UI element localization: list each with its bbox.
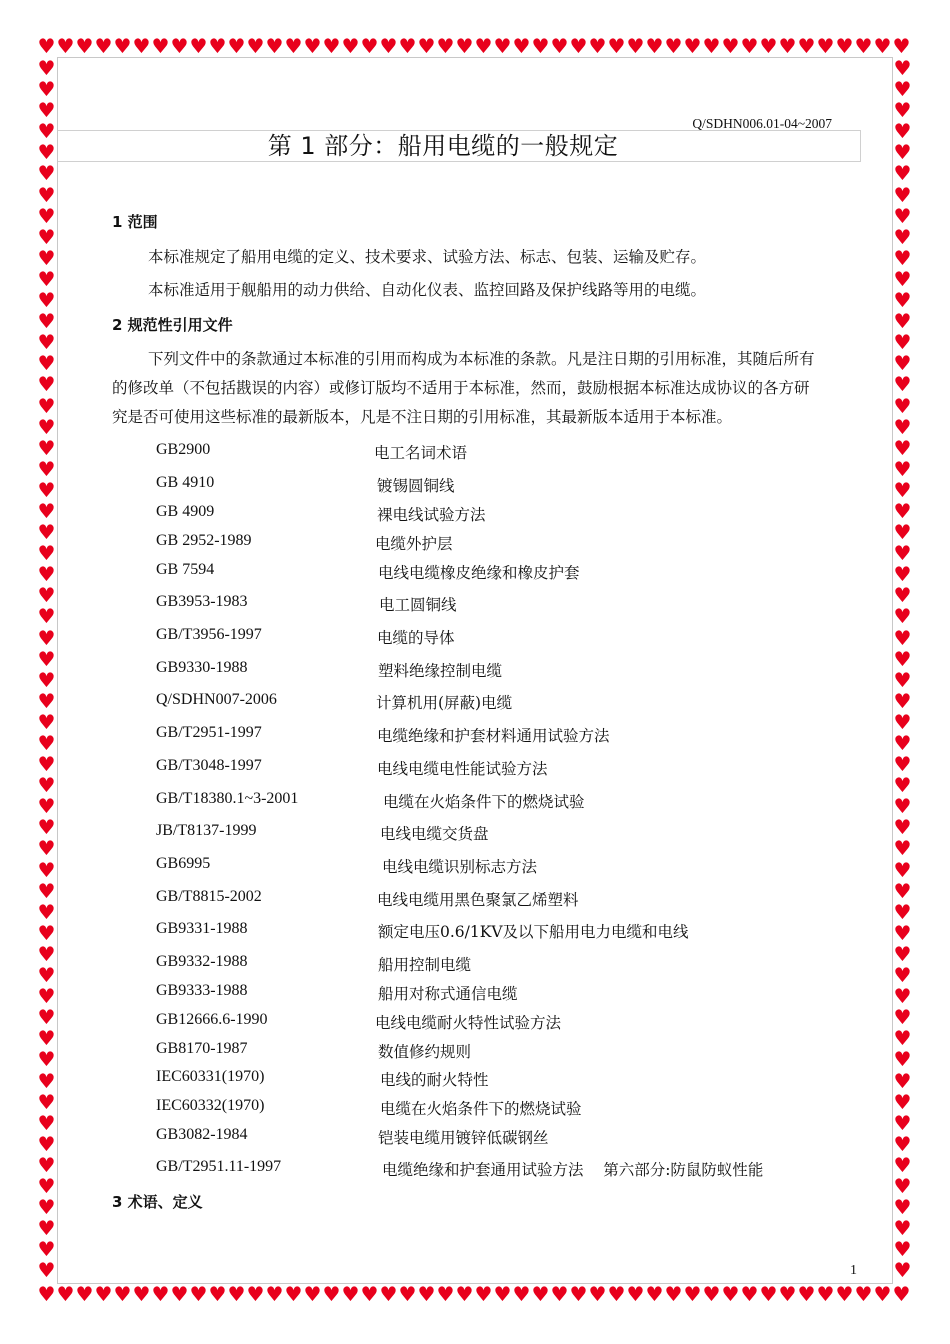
reference-code: IEC60331(1970) xyxy=(156,1068,265,1085)
references-intro-line-3: 究是否可使用这些标准的最新版本，凡是不注日期的引用标准，其最新版本适用于本标准。 xyxy=(112,408,733,426)
heart-icon: ♥ xyxy=(189,1284,208,1306)
heart-icon: ♥ xyxy=(37,435,56,460)
heart-icon: ♥ xyxy=(37,583,56,608)
heart-icon: ♥ xyxy=(37,393,56,418)
heart-icon: ♥ xyxy=(208,1284,227,1306)
heart-icon: ♥ xyxy=(37,731,56,755)
reference-code: GB/T2951.11-1997 xyxy=(156,1158,282,1175)
heart-icon: ♥ xyxy=(37,815,56,840)
heart-icon: ♥ xyxy=(56,36,75,58)
heart-icon: ♥ xyxy=(893,941,912,966)
heart-icon: ♥ xyxy=(893,1173,912,1198)
heart-icon: ♥ xyxy=(37,1089,56,1114)
heart-icon: ♥ xyxy=(37,245,56,270)
heart-icon: ♥ xyxy=(37,941,56,966)
reference-code: GB 4910 xyxy=(156,474,215,491)
heart-icon: ♥ xyxy=(645,1284,664,1306)
heart-icon: ♥ xyxy=(37,794,56,819)
heart-icon: ♥ xyxy=(893,393,912,418)
heart-icon: ♥ xyxy=(893,773,912,798)
heart-icon: ♥ xyxy=(893,541,912,566)
reference-title: 铠装电缆用镀锌低碳钢丝 xyxy=(378,1129,549,1147)
section-heading-scope: 1 范围 xyxy=(112,213,158,231)
heart-icon: ♥ xyxy=(778,1284,797,1306)
heart-icon: ♥ xyxy=(893,1258,912,1283)
heart-icon: ♥ xyxy=(360,36,379,58)
heart-icon: ♥ xyxy=(893,58,912,80)
heart-icon: ♥ xyxy=(379,36,398,58)
heart-icon: ♥ xyxy=(37,288,56,313)
heart-icon: ♥ xyxy=(797,1284,816,1306)
reference-code: IEC60332(1970) xyxy=(156,1097,265,1114)
heart-icon: ♥ xyxy=(37,878,56,903)
reference-title: 电线电缆电性能试验方法 xyxy=(377,760,548,778)
heart-icon: ♥ xyxy=(893,245,912,270)
reference-title: 船用控制电缆 xyxy=(378,956,472,974)
heart-icon: ♥ xyxy=(893,688,912,713)
heart-icon: ♥ xyxy=(893,266,912,291)
heart-icon: ♥ xyxy=(893,203,912,228)
heart-icon: ♥ xyxy=(893,899,912,924)
heart-icon: ♥ xyxy=(455,1284,474,1306)
heart-icon: ♥ xyxy=(893,161,912,186)
reference-code: GB 4909 xyxy=(156,503,215,520)
reference-code: GB3082-1984 xyxy=(156,1126,248,1143)
heart-icon: ♥ xyxy=(607,36,626,58)
heart-icon: ♥ xyxy=(37,1110,56,1135)
reference-code: GB/T3048-1997 xyxy=(156,757,262,774)
section-heading-terms: 3 术语、定义 xyxy=(112,1193,203,1211)
heart-icon: ♥ xyxy=(37,646,56,671)
heart-icon: ♥ xyxy=(37,351,56,376)
heart-icon: ♥ xyxy=(893,1005,912,1030)
section-heading-references: 2 规范性引用文件 xyxy=(112,316,233,334)
heart-icon: ♥ xyxy=(37,984,56,1009)
heart-icon: ♥ xyxy=(37,77,56,102)
reference-code: JB/T8137-1999 xyxy=(156,822,257,839)
heart-icon: ♥ xyxy=(37,1152,56,1177)
heart-icon: ♥ xyxy=(893,709,912,734)
heart-icon: ♥ xyxy=(132,36,151,58)
reference-title: 镀锡圆铜线 xyxy=(377,477,455,495)
heart-icon: ♥ xyxy=(37,857,56,882)
heart-icon: ♥ xyxy=(493,36,512,58)
reference-title: 电线电缆橡皮绝缘和橡皮护套 xyxy=(378,564,580,582)
heart-icon: ♥ xyxy=(151,1284,170,1306)
reference-title: 电线电缆用黑色聚氯乙烯塑料 xyxy=(377,891,579,909)
heart-icon: ♥ xyxy=(664,36,683,58)
reference-code: GB9331-1988 xyxy=(156,920,248,937)
references-intro-line-1: 下列文件中的条款通过本标准的引用而构成为本标准的条款。凡是注日期的引用标准，其随后所有 xyxy=(148,350,815,368)
heart-icon: ♥ xyxy=(37,36,56,58)
heart-icon: ♥ xyxy=(893,794,912,819)
reference-code: GB9330-1988 xyxy=(156,659,248,676)
heart-border-bottom xyxy=(37,1284,915,1306)
heart-border-top xyxy=(37,36,915,58)
reference-code: GB 2952-1989 xyxy=(156,532,252,549)
heart-icon: ♥ xyxy=(208,36,227,58)
heart-icon: ♥ xyxy=(531,36,550,58)
heart-icon: ♥ xyxy=(265,1284,284,1306)
reference-code: GB/T18380.1~3-2001 xyxy=(156,790,299,807)
heart-icon: ♥ xyxy=(37,1131,56,1156)
heart-icon: ♥ xyxy=(379,1284,398,1306)
heart-icon: ♥ xyxy=(893,498,912,523)
heart-icon: ♥ xyxy=(37,836,56,861)
heart-icon: ♥ xyxy=(740,36,759,58)
heart-icon: ♥ xyxy=(398,36,417,58)
heart-icon: ♥ xyxy=(37,58,56,80)
heart-icon: ♥ xyxy=(37,456,56,481)
heart-icon: ♥ xyxy=(893,878,912,903)
heart-icon: ♥ xyxy=(37,752,56,777)
heart-icon: ♥ xyxy=(37,182,56,207)
heart-icon: ♥ xyxy=(37,604,56,629)
reference-title: 电缆的导体 xyxy=(377,629,455,647)
heart-icon: ♥ xyxy=(246,1284,265,1306)
heart-icon: ♥ xyxy=(417,36,436,58)
scope-paragraph-2: 本标准适用于舰船用的动力供给、自动化仪表、监控回路及保护线路等用的电缆。 xyxy=(148,281,707,299)
heart-icon: ♥ xyxy=(893,646,912,671)
reference-title: 电缆在火焰条件下的燃烧试验 xyxy=(380,1100,582,1118)
heart-icon: ♥ xyxy=(474,36,493,58)
heart-icon: ♥ xyxy=(893,857,912,882)
heart-icon: ♥ xyxy=(37,963,56,988)
reference-title: 电缆绝缘和护套材料通用试验方法 xyxy=(377,727,610,745)
heart-icon: ♥ xyxy=(893,1110,912,1135)
heart-icon: ♥ xyxy=(265,36,284,58)
heart-icon: ♥ xyxy=(303,1284,322,1306)
reference-code: GB9332-1988 xyxy=(156,953,248,970)
reference-title: 电工圆铜线 xyxy=(379,596,457,614)
reference-code: GB12666.6-1990 xyxy=(156,1011,268,1028)
reference-code: GB/T3956-1997 xyxy=(156,626,262,643)
heart-icon: ♥ xyxy=(569,1284,588,1306)
heart-icon: ♥ xyxy=(893,224,912,249)
heart-icon: ♥ xyxy=(759,36,778,58)
heart-icon: ♥ xyxy=(893,625,912,650)
heart-icon: ♥ xyxy=(893,920,912,945)
heart-icon: ♥ xyxy=(151,36,170,58)
heart-icon: ♥ xyxy=(37,477,56,502)
heart-icon: ♥ xyxy=(436,1284,455,1306)
heart-icon: ♥ xyxy=(37,309,56,334)
heart-icon: ♥ xyxy=(550,36,569,58)
heart-icon: ♥ xyxy=(893,667,912,692)
heart-icon: ♥ xyxy=(893,815,912,840)
reference-title: 塑料绝缘控制电缆 xyxy=(378,662,503,680)
reference-title: 电工名词术语 xyxy=(374,444,468,462)
heart-icon: ♥ xyxy=(37,773,56,798)
reference-title: 额定电压0.6/1KV及以下船用电力电缆和电线 xyxy=(378,923,689,941)
heart-icon: ♥ xyxy=(37,1237,56,1262)
heart-icon: ♥ xyxy=(893,1068,912,1093)
heart-icon: ♥ xyxy=(37,1195,56,1220)
heart-icon: ♥ xyxy=(132,1284,151,1306)
heart-icon: ♥ xyxy=(588,1284,607,1306)
heart-icon: ♥ xyxy=(303,36,322,58)
heart-icon: ♥ xyxy=(37,161,56,186)
heart-icon: ♥ xyxy=(37,203,56,228)
heart-icon: ♥ xyxy=(893,330,912,355)
heart-icon: ♥ xyxy=(893,77,912,102)
reference-code: Q/SDHN007-2006 xyxy=(156,691,277,708)
heart-icon: ♥ xyxy=(37,1284,56,1306)
heart-icon: ♥ xyxy=(893,456,912,481)
heart-icon: ♥ xyxy=(893,1237,912,1262)
heart-icon: ♥ xyxy=(893,1047,912,1072)
heart-icon: ♥ xyxy=(797,36,816,58)
heart-icon: ♥ xyxy=(37,1258,56,1283)
heart-icon: ♥ xyxy=(37,520,56,545)
heart-icon: ♥ xyxy=(37,688,56,713)
heart-icon: ♥ xyxy=(816,36,835,58)
heart-icon: ♥ xyxy=(170,1284,189,1306)
heart-icon: ♥ xyxy=(854,1284,873,1306)
heart-icon: ♥ xyxy=(893,414,912,439)
heart-icon: ♥ xyxy=(493,1284,512,1306)
heart-icon: ♥ xyxy=(360,1284,379,1306)
heart-icon: ♥ xyxy=(893,1026,912,1051)
reference-code: GB3953-1983 xyxy=(156,593,248,610)
heart-icon: ♥ xyxy=(37,562,56,587)
heart-icon: ♥ xyxy=(113,1284,132,1306)
reference-title: 电线的耐火特性 xyxy=(380,1071,489,1089)
heart-icon: ♥ xyxy=(94,36,113,58)
heart-icon: ♥ xyxy=(75,36,94,58)
heart-icon: ♥ xyxy=(607,1284,626,1306)
heart-icon: ♥ xyxy=(37,266,56,291)
heart-icon: ♥ xyxy=(835,1284,854,1306)
heart-icon: ♥ xyxy=(37,1005,56,1030)
heart-icon: ♥ xyxy=(893,984,912,1009)
heart-icon: ♥ xyxy=(189,36,208,58)
heart-icon: ♥ xyxy=(246,36,265,58)
heart-icon: ♥ xyxy=(893,119,912,144)
reference-code: GB2900 xyxy=(156,441,211,458)
heart-icon: ♥ xyxy=(721,1284,740,1306)
reference-title: 电线电缆交货盘 xyxy=(380,825,489,843)
reference-code: GB 7594 xyxy=(156,561,215,578)
heart-icon: ♥ xyxy=(683,36,702,58)
heart-icon: ♥ xyxy=(893,477,912,502)
heart-icon: ♥ xyxy=(893,604,912,629)
heart-icon: ♥ xyxy=(341,1284,360,1306)
heart-icon: ♥ xyxy=(893,351,912,376)
heart-icon: ♥ xyxy=(37,224,56,249)
heart-icon: ♥ xyxy=(170,36,189,58)
heart-icon: ♥ xyxy=(37,625,56,650)
heart-icon: ♥ xyxy=(702,1284,721,1306)
heart-border-right xyxy=(893,58,915,1284)
heart-icon: ♥ xyxy=(893,731,912,755)
heart-icon: ♥ xyxy=(893,583,912,608)
heart-icon: ♥ xyxy=(893,1195,912,1220)
heart-icon: ♥ xyxy=(322,36,341,58)
reference-title: 电缆外护层 xyxy=(375,535,453,553)
reference-code: GB9333-1988 xyxy=(156,982,248,999)
reference-title: 电缆在火焰条件下的燃烧试验 xyxy=(383,793,585,811)
reference-title: 电缆绝缘和护套通用试验方法 第六部分:防鼠防蚁性能 xyxy=(382,1161,764,1179)
heart-icon: ♥ xyxy=(417,1284,436,1306)
heart-icon: ♥ xyxy=(626,36,645,58)
heart-icon: ♥ xyxy=(550,1284,569,1306)
heart-icon: ♥ xyxy=(512,1284,531,1306)
heart-icon: ♥ xyxy=(893,520,912,545)
references-intro-line-2: 的修改单（不包括戡误的内容）或修订版均不适用于本标准，然而，鼓励根据本标准达成协议的各方研 xyxy=(112,379,810,397)
reference-title: 计算机用(屏蔽)电缆 xyxy=(376,694,513,712)
heart-icon: ♥ xyxy=(512,36,531,58)
heart-icon: ♥ xyxy=(37,414,56,439)
document-code: Q/SDHN006.01-04~2007 xyxy=(692,116,832,131)
heart-icon: ♥ xyxy=(893,372,912,397)
heart-icon: ♥ xyxy=(854,36,873,58)
page-title: 第 1 部分：船用电缆的一般规定 xyxy=(267,132,619,160)
heart-icon: ♥ xyxy=(94,1284,113,1306)
heart-icon: ♥ xyxy=(284,1284,303,1306)
heart-icon: ♥ xyxy=(893,98,912,123)
heart-icon: ♥ xyxy=(436,36,455,58)
reference-title: 船用对称式通信电缆 xyxy=(378,985,518,1003)
heart-icon: ♥ xyxy=(37,667,56,692)
heart-icon: ♥ xyxy=(892,36,911,58)
heart-icon: ♥ xyxy=(37,1026,56,1051)
heart-icon: ♥ xyxy=(569,36,588,58)
heart-icon: ♥ xyxy=(455,36,474,58)
heart-icon: ♥ xyxy=(37,98,56,123)
heart-icon: ♥ xyxy=(37,1068,56,1093)
heart-icon: ♥ xyxy=(626,1284,645,1306)
heart-icon: ♥ xyxy=(37,920,56,945)
heart-icon: ♥ xyxy=(75,1284,94,1306)
heart-icon: ♥ xyxy=(893,1131,912,1156)
heart-icon: ♥ xyxy=(893,435,912,460)
heart-icon: ♥ xyxy=(893,1089,912,1114)
heart-icon: ♥ xyxy=(37,372,56,397)
heart-icon: ♥ xyxy=(37,1216,56,1241)
heart-icon: ♥ xyxy=(873,1284,892,1306)
heart-icon: ♥ xyxy=(893,752,912,777)
heart-icon: ♥ xyxy=(588,36,607,58)
reference-title: 电线电缆耐火特性试验方法 xyxy=(375,1014,562,1032)
heart-icon: ♥ xyxy=(893,309,912,334)
heart-icon: ♥ xyxy=(322,1284,341,1306)
reference-code: GB6995 xyxy=(156,855,211,872)
heart-icon: ♥ xyxy=(398,1284,417,1306)
heart-icon: ♥ xyxy=(37,119,56,144)
heart-icon: ♥ xyxy=(740,1284,759,1306)
heart-icon: ♥ xyxy=(893,1152,912,1177)
heart-icon: ♥ xyxy=(37,709,56,734)
scope-paragraph-1: 本标准规定了船用电缆的定义、技术要求、试验方法、标志、包装、运输及贮存。 xyxy=(148,248,707,266)
heart-border-left xyxy=(37,58,59,1284)
reference-code: GB8170-1987 xyxy=(156,1040,248,1057)
heart-icon: ♥ xyxy=(113,36,132,58)
reference-code: GB/T2951-1997 xyxy=(156,724,262,741)
heart-icon: ♥ xyxy=(227,36,246,58)
heart-icon: ♥ xyxy=(893,182,912,207)
heart-icon: ♥ xyxy=(531,1284,550,1306)
heart-icon: ♥ xyxy=(37,1173,56,1198)
heart-icon: ♥ xyxy=(873,36,892,58)
heart-icon: ♥ xyxy=(37,1047,56,1072)
heart-icon: ♥ xyxy=(474,1284,493,1306)
heart-icon: ♥ xyxy=(893,288,912,313)
heart-icon: ♥ xyxy=(37,899,56,924)
heart-icon: ♥ xyxy=(702,36,721,58)
heart-icon: ♥ xyxy=(37,330,56,355)
heart-icon: ♥ xyxy=(892,1284,911,1306)
heart-icon: ♥ xyxy=(778,36,797,58)
heart-icon: ♥ xyxy=(683,1284,702,1306)
heart-icon: ♥ xyxy=(37,498,56,523)
heart-icon: ♥ xyxy=(227,1284,246,1306)
heart-icon: ♥ xyxy=(664,1284,683,1306)
heart-icon: ♥ xyxy=(721,36,740,58)
heart-icon: ♥ xyxy=(893,963,912,988)
heart-icon: ♥ xyxy=(56,1284,75,1306)
heart-icon: ♥ xyxy=(835,36,854,58)
heart-icon: ♥ xyxy=(893,562,912,587)
heart-icon: ♥ xyxy=(816,1284,835,1306)
reference-title: 电线电缆识别标志方法 xyxy=(382,858,538,876)
heart-icon: ♥ xyxy=(284,36,303,58)
heart-icon: ♥ xyxy=(893,140,912,165)
reference-title: 裸电线试验方法 xyxy=(377,506,486,524)
heart-icon: ♥ xyxy=(37,140,56,165)
heart-icon: ♥ xyxy=(645,36,664,58)
page-number: 1 xyxy=(850,1263,857,1278)
heart-icon: ♥ xyxy=(893,1216,912,1241)
heart-icon: ♥ xyxy=(759,1284,778,1306)
heart-icon: ♥ xyxy=(37,541,56,566)
heart-icon: ♥ xyxy=(893,836,912,861)
reference-title: 数值修约规则 xyxy=(378,1043,472,1061)
reference-code: GB/T8815-2002 xyxy=(156,888,262,905)
heart-icon: ♥ xyxy=(341,36,360,58)
